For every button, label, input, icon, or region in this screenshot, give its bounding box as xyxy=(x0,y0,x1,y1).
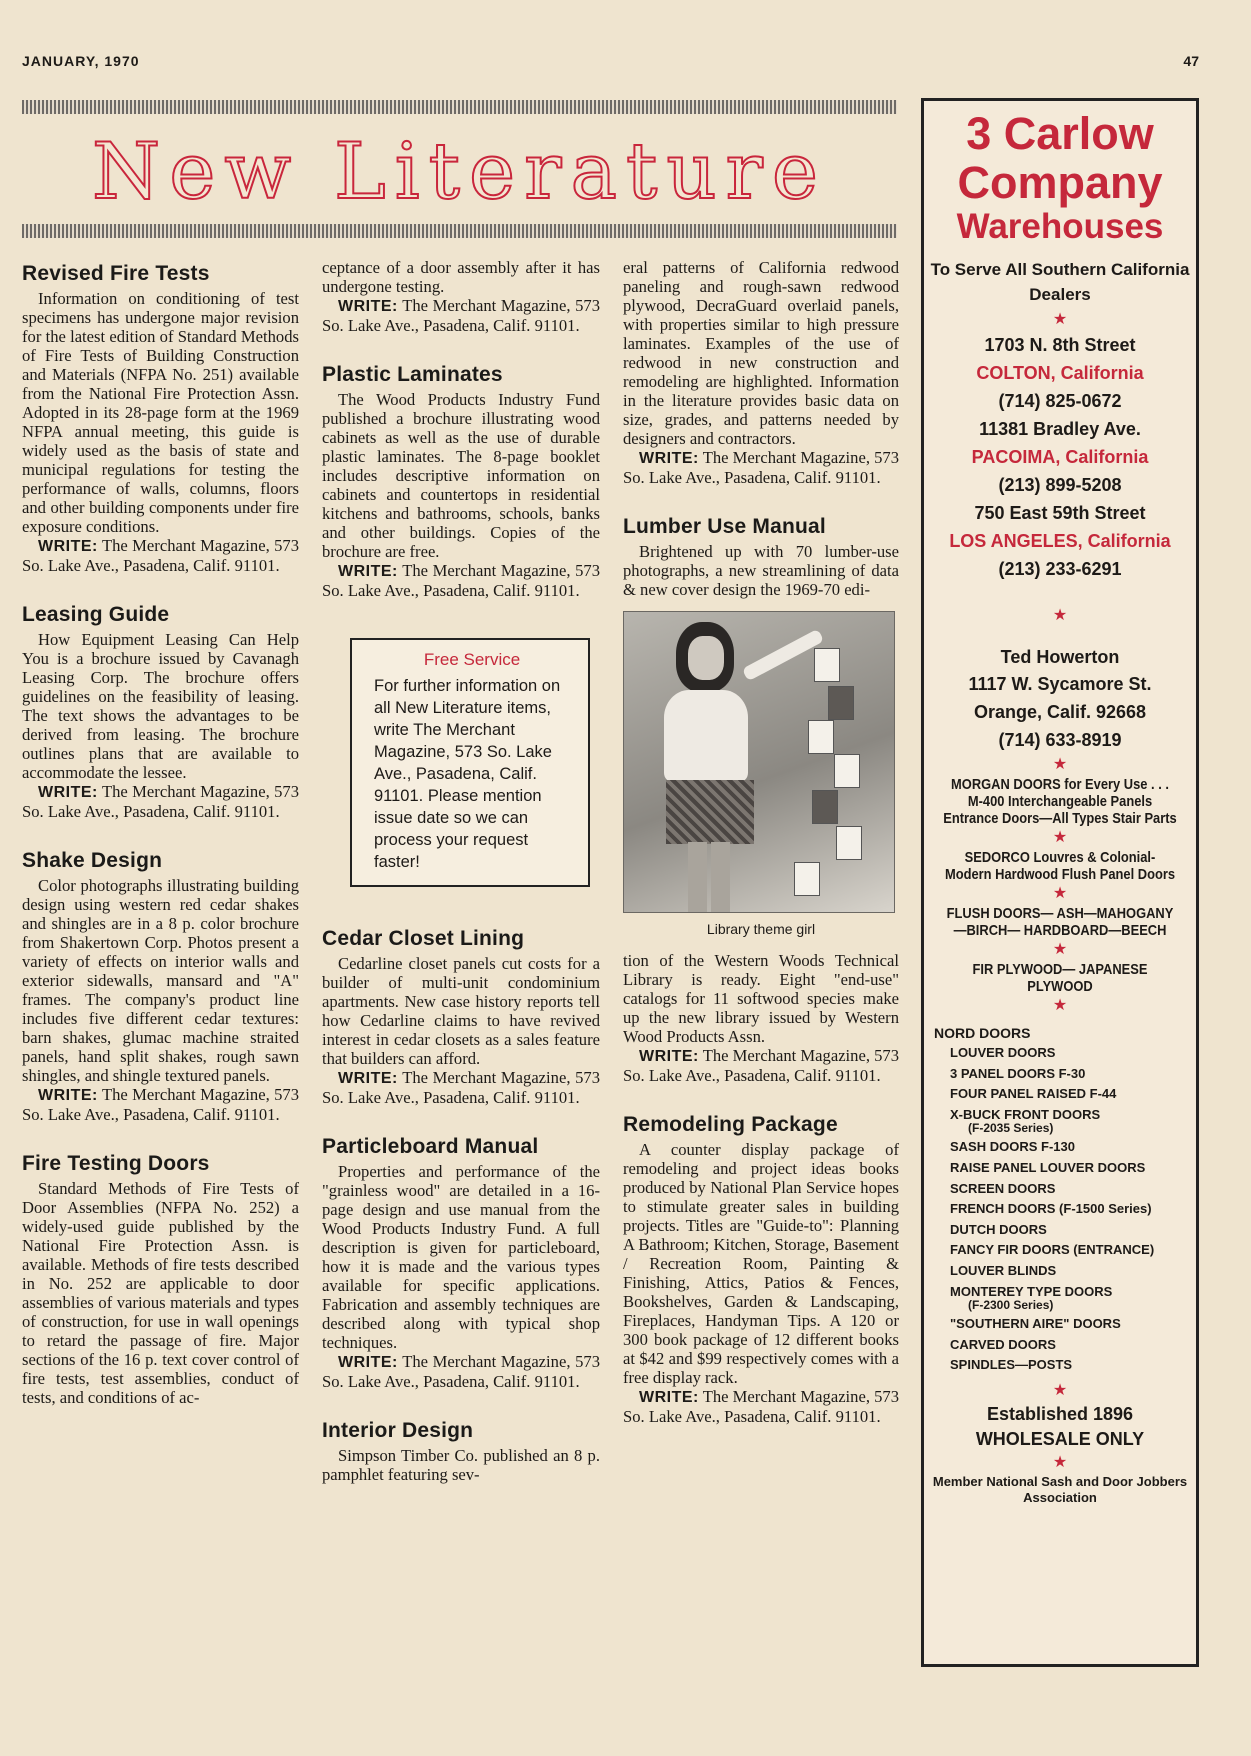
article-fire-testing-doors-continued xyxy=(322,258,600,335)
article-remodeling-package xyxy=(623,1113,899,1426)
article-title: Revised Fire Tests xyxy=(22,262,210,285)
article-body: ceptance of a door assembly after it has undergone testing. xyxy=(322,258,600,296)
article-body: How Equipment Leasing Can Help You is a brochure issued by Cavanagh Leasing Corp. The brochure offers guidelines on the feasibility of leasing. The text shows the advantages to be derived from leasing. The brochure outlines plans that are available to accommodate the lessee. xyxy=(22,630,299,782)
photo-catalog xyxy=(814,648,840,682)
article-revised-fire-tests xyxy=(22,262,299,575)
article-title: Lumber Use Manual xyxy=(623,515,826,538)
article-lumber-use-manual xyxy=(623,515,899,1085)
ad-phone: (213) 899-5208 xyxy=(998,475,1122,495)
list-item: 3 PANEL DOORS F-30 xyxy=(950,1065,1086,1081)
write-line xyxy=(322,1352,600,1391)
photo-catalog xyxy=(834,754,860,788)
write-label: WRITE: xyxy=(338,298,398,315)
ad-address: 1703 N. 8th Street xyxy=(984,335,1136,355)
ad-product-line: SEDORCO Louvres & Colonial-Modern Hardwood Flush Panel Doors xyxy=(944,849,1176,883)
article-title: Fire Testing Doors xyxy=(22,1152,210,1175)
star-icon: ★ xyxy=(1052,829,1068,846)
article-cedar-closet-lining xyxy=(322,927,600,1107)
list-item: X-BUCK FRONT DOORS xyxy=(950,1106,1101,1122)
article-interior-design xyxy=(322,1419,600,1484)
page-number: 47 xyxy=(1183,53,1199,69)
write-label: WRITE: xyxy=(338,563,398,580)
ad-tagline: To Serve All Southern California Dealers xyxy=(930,260,1190,304)
article-body: eral patterns of California redwood paneling and rough-sawn redwood plywood, DecraGuard overlaid panels, with properties similar to high pressure laminates. Examples of the use of redwood in new construction and remodeling are highlighted. Information in the literature provides basic data on size, grades, and patterns needed by designers and contractors. xyxy=(623,258,899,448)
write-line xyxy=(623,448,899,487)
write-line xyxy=(623,1046,899,1085)
column-2 xyxy=(322,258,600,1512)
library-theme-photo xyxy=(623,611,895,913)
ad-city: COLTON, California xyxy=(976,363,1144,383)
ad-product-line: FIR PLYWOOD— JAPANESE PLYWOOD xyxy=(972,961,1148,995)
article-body: A counter display package of remodeling and project ideas books produced by National Plan Service hopes to stimulate greater sales in building projects. Titles are "Guide-to": Planning A Bathroom; Kitchen, Storage, Basement / Recreation Room, Painting & Finishing, Attics, Patios & Fences, Bookshelves, Garden & Landscaping, Fireplaces, Handyman Tips. A 120 or 300 book package of 12 different books at $42 and $99 respectively comes with a free display rack. xyxy=(623,1140,899,1387)
banner-rule-bottom xyxy=(22,224,897,238)
write-address: The Merchant Magazine, 573 So. Lake Ave., Pasadena, Calif. 91101. xyxy=(623,1387,900,1426)
star-icon: ★ xyxy=(1052,607,1068,624)
photo-face xyxy=(688,636,724,680)
nord-heading: NORD DOORS xyxy=(934,1025,1031,1041)
list-item: FANCY FIR DOORS (ENTRANCE) xyxy=(950,1242,1155,1258)
ad-address: 11381 Bradley Ave. xyxy=(979,419,1141,439)
photo-catalog xyxy=(812,790,838,824)
list-item: CARVED DOORS xyxy=(950,1336,1056,1352)
article-interior-design-continued xyxy=(623,258,899,487)
article-title: Leasing Guide xyxy=(22,603,170,626)
article-body: Brightened up with 70 lumber-use photographs, a new streamlining of data & new cover design the 1969-70 edi- xyxy=(623,542,899,599)
list-item: SASH DOORS F-130 xyxy=(950,1139,1075,1155)
ad-howerton-address: 1117 W. Sycamore St. xyxy=(968,674,1152,694)
list-item: SPINDLES—POSTS xyxy=(950,1357,1073,1373)
write-address: The Merchant Magazine, 573 So. Lake Ave., Pasadena, Calif. 91101. xyxy=(322,1068,601,1107)
write-label: WRITE: xyxy=(338,1354,398,1371)
photo-skirt xyxy=(666,780,754,844)
ad-product-line: FLUSH DOORS— ASH—MAHOGANY —BIRCH— HARDBOARD—BEECH xyxy=(946,905,1174,939)
write-address: The Merchant Magazine, 573 So. Lake Ave., Pasadena, Calif. 91101. xyxy=(22,1085,300,1124)
article-particleboard-manual xyxy=(322,1135,600,1391)
ad-phone: (213) 233-6291 xyxy=(998,559,1122,579)
star-icon: ★ xyxy=(1052,756,1068,773)
star-icon: ★ xyxy=(1052,1453,1068,1471)
list-item: RAISE PANEL LOUVER DOORS xyxy=(950,1159,1146,1175)
write-address: The Merchant Magazine, 573 So. Lake Ave., Pasadena, Calif. 91101. xyxy=(322,296,601,335)
write-label: WRITE: xyxy=(38,784,98,801)
ad-howerton-city: Orange, Calif. 92668 xyxy=(973,702,1147,722)
banner-rule-top xyxy=(22,100,897,114)
ad-product-line: MORGAN DOORS for Every Use . . . M-400 Interchangeable Panels Entrance Doors—All Types Stair Parts xyxy=(943,776,1177,827)
ad-city: PACOIMA, California xyxy=(971,447,1149,467)
article-leasing-guide xyxy=(22,603,299,821)
ad-company-name: 3 Carlow xyxy=(966,108,1154,159)
issue-date: JANUARY, 1970 xyxy=(22,53,140,69)
photo-catalog xyxy=(836,826,862,860)
article-body-continued: tion of the Western Woods Technical Library is ready. Eight "end-use" catalogs for 11 softwood species make up the new library issued by Western Wood Products Assn. xyxy=(623,951,899,1046)
star-icon: ★ xyxy=(1052,997,1068,1014)
article-body: The Wood Products Industry Fund published a brochure illustrating wood cabinets as well as the use of durable plastic laminates. The 8-page booklet includes descriptive information on cabinets and countertops in residential kitchens and bathrooms, schools, banks and other buildings. Copies of the brochure are free. xyxy=(322,390,600,561)
article-body: Color photographs illustrating building design using western red cedar shakes and shingles are in a 8 p. color brochure from Shakertown Corp. Photos present a variety of effects on interior walls and exterior sidewalls, mansard and "A" frames. The company's product line includes five different cedar textures: barn shakes, glumac machine straited panels, hand split shakes, rough sawn shingles, and shingle textured panels. xyxy=(22,876,299,1085)
write-address: The Merchant Magazine, 573 So. Lake Ave., Pasadena, Calif. 91101. xyxy=(623,448,900,487)
write-line xyxy=(22,1085,299,1124)
star-icon: ★ xyxy=(1052,1381,1068,1399)
ad-address: 750 East 59th Street xyxy=(974,503,1146,523)
photo-legs xyxy=(688,842,730,913)
nord-doors-list xyxy=(924,1023,1196,1376)
ad-city: LOS ANGELES, California xyxy=(949,531,1171,551)
list-item: DUTCH DOORS xyxy=(950,1221,1047,1237)
article-body: Properties and performance of the "grainless wood" are detailed in a 16-page design and use manual from the Wood Products Industry Fund. A full description is given for particleboard, how it is made and the various types available for specific applications. Fabrication and assembly techniques are described along with typical shop techniques. xyxy=(322,1162,600,1352)
ad-howerton-name: Ted Howerton xyxy=(1000,647,1120,667)
article-title: Remodeling Package xyxy=(623,1113,838,1136)
column-1 xyxy=(22,262,299,1435)
photo-catalog xyxy=(828,686,854,720)
article-title: Particleboard Manual xyxy=(322,1135,539,1158)
write-label: WRITE: xyxy=(639,1389,699,1406)
list-item: FOUR PANEL RAISED F-44 xyxy=(950,1086,1117,1102)
write-line xyxy=(22,536,299,575)
article-title: Cedar Closet Lining xyxy=(322,927,525,950)
write-address: The Merchant Magazine, 573 So. Lake Ave., Pasadena, Calif. 91101. xyxy=(22,536,300,575)
star-icon: ★ xyxy=(1052,311,1068,328)
write-address: The Merchant Magazine, 573 So. Lake Ave., Pasadena, Calif. 91101. xyxy=(322,561,601,600)
star-icon: ★ xyxy=(1052,941,1068,958)
free-service-text: For further information on all New Literature items, write The Merchant Magazine, 573 So. Lake Ave., Pasadena, Calif. 91101. Please mention issue date so we can process your request faster! xyxy=(374,677,561,871)
carlow-advertisement xyxy=(921,98,1199,1667)
write-line xyxy=(322,561,600,600)
article-body: Cedarline closet panels cut costs for a builder of multi-unit condominium apartments. New case history reports tell how Cedarline claims to have revived interest in cedar closets as a sales feature that builders can afford. xyxy=(322,954,600,1068)
ad-membership: Member National Sash and Door Jobbers Association xyxy=(932,1473,1188,1505)
list-item-sub: (F-2300 Series) xyxy=(968,1298,1054,1313)
write-label: WRITE: xyxy=(639,450,699,467)
ad-company-name: Company xyxy=(957,157,1163,208)
photo-catalog xyxy=(808,720,834,754)
list-item: SCREEN DOORS xyxy=(950,1180,1056,1196)
free-service-box xyxy=(350,638,590,887)
photo-catalog xyxy=(794,862,820,896)
write-label: WRITE: xyxy=(38,1087,98,1104)
article-body: Simpson Timber Co. published an 8 p. pamphlet featuring sev- xyxy=(322,1446,600,1484)
photo-blouse xyxy=(664,690,748,782)
ad-company-name: Warehouses xyxy=(956,207,1164,246)
list-item: MONTEREY TYPE DOORS xyxy=(950,1283,1113,1299)
article-title: Plastic Laminates xyxy=(322,363,503,386)
ad-established: Established 1896 xyxy=(986,1403,1134,1424)
list-item-sub: (F-2035 Series) xyxy=(968,1121,1054,1136)
write-label: WRITE: xyxy=(639,1048,699,1065)
section-title: New Literature xyxy=(91,127,828,217)
column-3 xyxy=(623,258,899,1454)
free-service-heading: Free Service xyxy=(423,650,521,669)
article-title: Shake Design xyxy=(22,849,163,872)
article-title: Interior Design xyxy=(322,1419,474,1442)
article-fire-testing-doors xyxy=(22,1152,299,1407)
list-item: LOUVER BLINDS xyxy=(950,1262,1057,1278)
article-shake-design xyxy=(22,849,299,1124)
list-item: FRENCH DOORS (F-1500 Series) xyxy=(950,1201,1152,1217)
ad-wholesale: WHOLESALE ONLY xyxy=(975,1428,1145,1449)
article-body: Standard Methods of Fire Tests of Door Assemblies (NFPA No. 252) a widely-used guide published by the National Fire Protection Assn. is available. Methods of fire tests described in No. 252 are applicable to door assemblies of various materials and types of construction, for use in wall openings to retard the passage of fire. Major sections of the 16 p. text cover control of fire tests, test assemblies, conduct of tests, and conditions of ac- xyxy=(22,1179,299,1407)
ad-phone: (714) 825-0672 xyxy=(998,391,1122,411)
photo-caption: Library theme girl xyxy=(706,921,816,937)
write-label: WRITE: xyxy=(38,538,98,555)
star-icon: ★ xyxy=(1052,885,1068,902)
list-item: "SOUTHERN AIRE" DOORS xyxy=(950,1316,1121,1332)
write-line xyxy=(623,1387,899,1426)
write-address: The Merchant Magazine, 573 So. Lake Ave., Pasadena, Calif. 91101. xyxy=(22,782,300,821)
write-address: The Merchant Magazine, 573 So. Lake Ave., Pasadena, Calif. 91101. xyxy=(623,1046,900,1085)
write-line xyxy=(22,782,299,821)
photo-arm xyxy=(742,629,825,682)
write-line xyxy=(322,1068,600,1107)
write-label: WRITE: xyxy=(338,1070,398,1087)
write-address: The Merchant Magazine, 573 So. Lake Ave., Pasadena, Calif. 91101. xyxy=(322,1352,601,1391)
list-item: LOUVER DOORS xyxy=(950,1045,1056,1060)
article-body: Information on conditioning of test specimens has undergone major revision for the latest edition of Standard Methods of Fire Tests of Building Construction and Materials (NFPA No. 251) available from the National Fire Protection Assn. Adopted in its 28-page form at the 1969 NFPA annual meeting, this guide is widely used as the basis of state and municipal regulations for testing the performance of walls, columns, floors and other building components under fire exposure conditions. xyxy=(22,289,299,536)
ad-howerton-phone: (714) 633-8919 xyxy=(998,730,1122,750)
write-line xyxy=(322,296,600,335)
article-plastic-laminates xyxy=(322,363,600,600)
